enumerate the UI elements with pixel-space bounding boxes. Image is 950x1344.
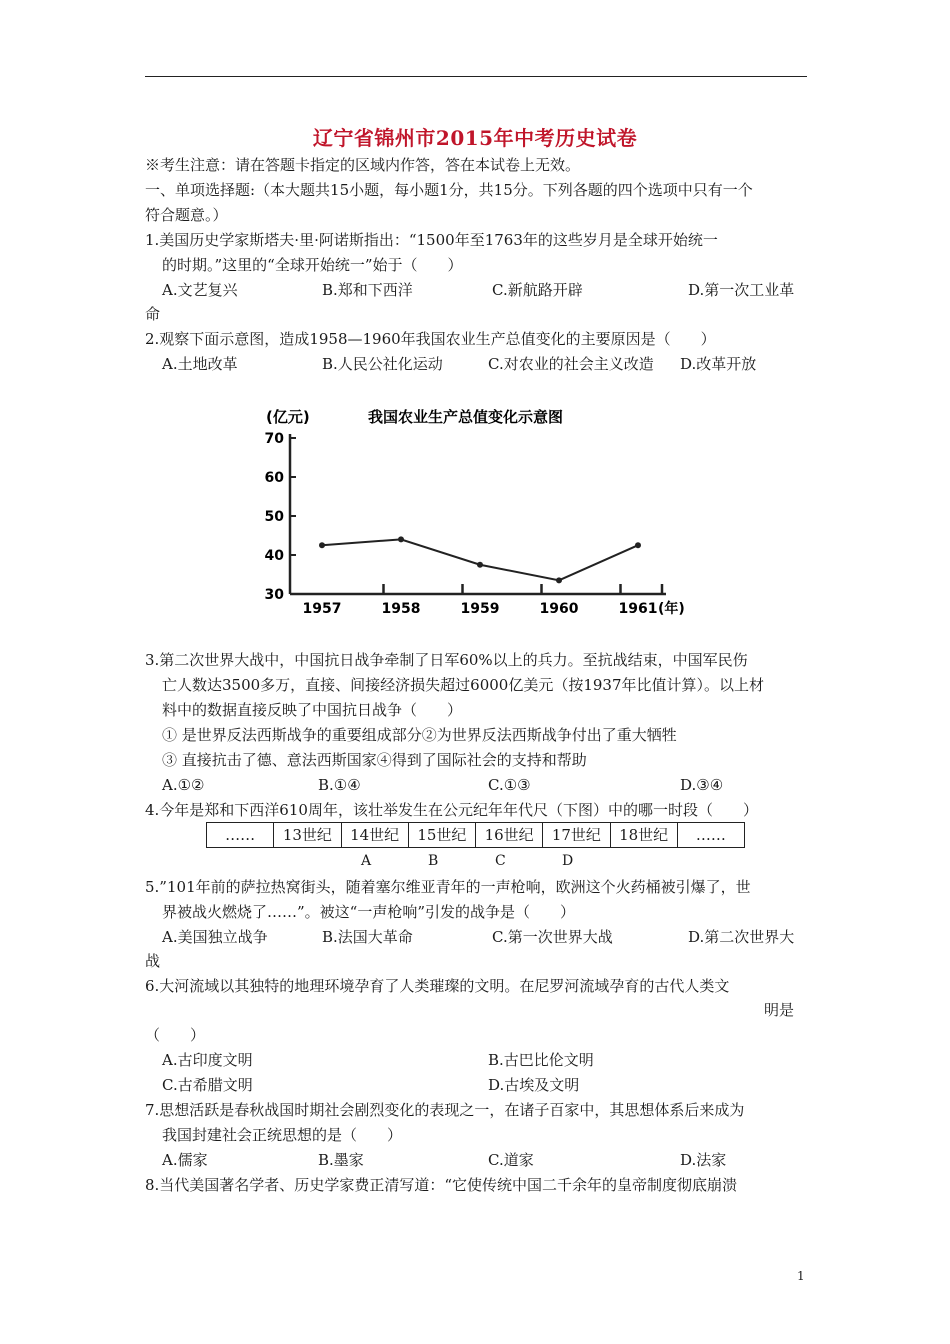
q1-option-b: B.郑和下西洋: [322, 281, 413, 299]
timeline-cell: 13世纪: [274, 823, 341, 847]
chart-ytick-label: 50: [264, 509, 284, 525]
timeline-label-d: D: [562, 853, 574, 869]
q6-option-a: A.古印度文明: [162, 1051, 253, 1069]
q7-option-d: D.法家: [680, 1151, 727, 1169]
timeline-cell: 16世纪: [476, 823, 543, 847]
timeline-cell: ……: [695, 826, 726, 844]
timeline-label-c: C: [495, 853, 506, 869]
chart-xlabel: (年): [658, 601, 685, 617]
q1-stem: 1.美国历史学家斯塔夫·里·阿诺斯指出：“1500年至1763年的这些岁月是全球开始统一: [145, 231, 718, 249]
timeline-cell: ……: [207, 823, 274, 847]
q6-stem-cont: 明是: [764, 1001, 795, 1019]
page-number: 1: [797, 1269, 805, 1283]
q6-option-b: B.古巴比伦文明: [488, 1051, 594, 1069]
chart-point: [319, 542, 325, 548]
q5-stem: 5.”101年前的萨拉热窝街头，随着塞尔维亚青年的一声枪响，欧洲这个火药桶被引爆了，世: [145, 878, 751, 896]
q2-option-a: A.土地改革: [162, 355, 238, 373]
q7-option-a: A.儒家: [162, 1151, 208, 1169]
q5-option-c: C.第一次世界大战: [492, 928, 613, 946]
q3-statements-2: ③ 直接抗击了德、意法西斯国家④得到了国际社会的支持和帮助: [162, 751, 587, 769]
q7-stem-cont: 我国封建社会正统思想的是（ ）: [162, 1126, 403, 1144]
chart-series-line: [322, 539, 638, 580]
q2-option-b: B.人民公社化运动: [322, 355, 443, 373]
q3-option-a: A.①②: [162, 776, 205, 794]
q8-stem: 8.当代美国著名学者、历史学家费正清写道：“它使传统中国二千余年的皇帝制度彻底崩溃: [145, 1176, 737, 1194]
chart-ylabel: (亿元): [266, 408, 310, 426]
chart-ytick-label: 60: [264, 470, 284, 486]
q3-option-b: B.①④: [318, 776, 361, 794]
chart-ytick-label: 40: [264, 548, 284, 564]
agri-output-chart: [258, 398, 698, 626]
q1-option-d: D.第一次工业革: [688, 281, 795, 299]
q5-option-b: B.法国大革命: [322, 928, 413, 946]
q2-option-d: D.改革开放: [680, 355, 757, 373]
q5-stem-cont: 界被战火燃烧了……”。被这“一声枪响”引发的战争是（ ）: [162, 903, 576, 921]
header-rule: [145, 76, 807, 77]
chart-xtick-label: 1958: [381, 601, 421, 617]
era-timeline: [206, 822, 745, 848]
q5-option-a: A.美国独立战争: [162, 928, 268, 946]
q6-option-c: C.古希腊文明: [162, 1076, 253, 1094]
q3-option-d: D.③④: [680, 776, 724, 794]
chart-xtick-label: 1960: [539, 601, 579, 617]
q1-option-d-cont: 命: [145, 305, 161, 323]
timeline-cell: 15世纪: [409, 823, 476, 847]
q5-option-d: D.第二次世界大: [688, 928, 795, 946]
q3-statements-1: ① 是世界反法西斯战争的重要组成部分②为世界反法西斯战争付出了重大牺牲: [162, 726, 677, 744]
q6-answer-paren: （ ）: [145, 1026, 206, 1044]
timeline-label-a: A: [361, 853, 372, 869]
q2-stem: 2.观察下面示意图，造成1958—1960年我国农业生产总值变化的主要原因是（ ）: [145, 330, 716, 348]
q3-stem: 3.第二次世界大战中，中国抗日战争牵制了日军60%以上的兵力。至抗战结束，中国军民伤: [145, 651, 748, 669]
chart-xtick-label: 1961: [618, 601, 658, 617]
q5-option-d-cont: 战: [145, 952, 161, 970]
chart-point: [635, 542, 641, 548]
q7-option-c: C.道家: [488, 1151, 534, 1169]
chart-ytick-label: 30: [264, 587, 284, 603]
q3-stem-cont-2: 料中的数据直接反映了中国抗日战争（ ）: [162, 701, 463, 719]
notice: ※考生注意：请在答题卡指定的区域内作答，答在本试卷上无效。: [145, 156, 581, 174]
section-heading: 一、单项选择题:（本大题共15小题，每小题1分，共15分。下列各题的四个选项中只有一个: [145, 181, 753, 199]
timeline-cell: 18世纪: [611, 823, 678, 847]
timeline-label-b: B: [428, 853, 439, 869]
chart-title: 我国农业生产总值变化示意图: [368, 408, 564, 426]
chart-point: [477, 562, 483, 568]
chart-point: [398, 536, 404, 542]
q3-stem-cont-1: 亡人数达3500多万，直接、间接经济损失超过6000亿美元（按1937年比值计算）。以上材: [162, 676, 765, 694]
q6-stem: 6.大河流域以其独特的地理环境孕育了人类璀璨的文明。在尼罗河流域孕育的古代人类文: [145, 977, 730, 995]
chart-xtick-label: 1959: [460, 601, 500, 617]
q1-stem-cont: 的时期。”这里的“全球开始统一”始于（ ）: [162, 256, 463, 274]
timeline-cell: 14世纪: [342, 823, 409, 847]
q3-option-c: C.①③: [488, 776, 531, 794]
chart-ytick-label: 70: [264, 431, 284, 447]
q7-stem: 7.思想活跃是春秋战国时期社会剧烈变化的表现之一，在诸子百家中，其思想体系后来成为: [145, 1101, 745, 1119]
q4-stem: 4.今年是郑和下西洋610周年，该壮举发生在公元纪年年代尺（下图）中的哪一时段（ ）: [145, 801, 758, 819]
chart-xtick-label: 1957: [302, 601, 342, 617]
q6-option-d: D.古埃及文明: [488, 1076, 580, 1094]
q1-option-a: A.文艺复兴: [162, 281, 238, 299]
page-title: 辽宁省锦州市2015年中考历史试卷: [312, 126, 638, 150]
q2-option-c: C.对农业的社会主义改造: [488, 355, 654, 373]
timeline-cell: 17世纪: [543, 823, 610, 847]
section-heading-cont: 符合题意。）: [145, 206, 228, 224]
q7-option-b: B.墨家: [318, 1151, 364, 1169]
q1-option-c: C.新航路开辟: [492, 281, 583, 299]
chart-point: [556, 577, 562, 583]
